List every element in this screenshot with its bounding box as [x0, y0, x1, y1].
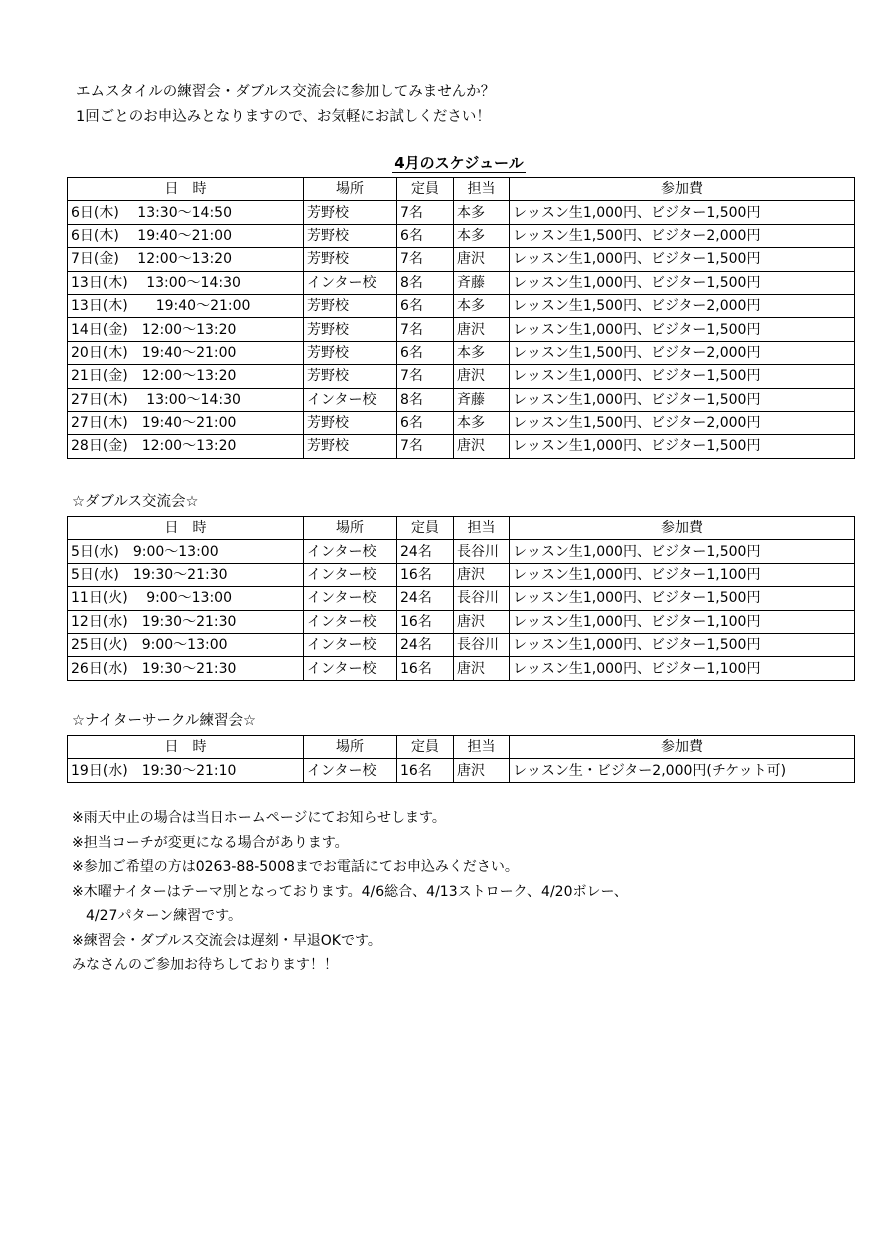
note-line: ※雨天中止の場合は当日ホームページにてお知らせします。 [72, 810, 446, 826]
header-fee: 参加費 [510, 736, 855, 759]
cell-place: インター校 [304, 271, 397, 294]
cell-fee: レッスン生1,500円、ビジター2,000円 [510, 341, 855, 364]
cell-datetime: 7日(金) 12:00～13:20 [68, 248, 304, 271]
cell-fee: レッスン生1,000円、ビジター1,100円 [510, 610, 855, 633]
table-row [68, 294, 855, 317]
notes [72, 806, 628, 978]
cell-capacity: 7名 [397, 248, 454, 271]
cell-staff: 長谷川 [454, 587, 510, 610]
note-line: ※担当コーチが変更になる場合があります。 [72, 834, 349, 851]
table-row [68, 435, 855, 458]
cell-staff: 唐沢 [454, 435, 510, 458]
cell-capacity: 24名 [397, 587, 454, 610]
table-row [68, 540, 855, 563]
cell-datetime: 14日(金) 12:00～13:20 [68, 318, 304, 341]
intro-text [76, 80, 495, 130]
doubles-section-title: ☆ダブルス交流会☆ [72, 494, 199, 510]
cell-capacity: 6名 [397, 341, 454, 364]
cell-datetime: 21日(金) 12:00～13:20 [68, 365, 304, 388]
nighter-schedule-table [67, 735, 855, 783]
cell-fee: レッスン生1,000円、ビジター1,500円 [510, 248, 855, 271]
cell-place: 芳野校 [304, 201, 397, 224]
nighter-section-title: ☆ナイターサークル練習会☆ [72, 713, 257, 729]
table-row [68, 587, 855, 610]
cell-datetime: 20日(木) 19:40～21:00 [68, 341, 304, 364]
cell-staff: 斉藤 [454, 388, 510, 411]
cell-capacity: 16名 [397, 563, 454, 586]
cell-datetime: 26日(水) 19:30～21:30 [68, 657, 304, 680]
cell-datetime: 13日(木) 13:00～14:30 [68, 271, 304, 294]
schedule-title-text: 4月のスケジュール [394, 154, 524, 172]
practice-schedule-table [67, 177, 855, 459]
cell-capacity: 16名 [397, 657, 454, 680]
table-row [68, 759, 855, 782]
header-datetime: 日 時 [68, 178, 304, 201]
note-line: みなさんのご参加お待ちしております！！ [72, 957, 338, 973]
cell-staff: 唐沢 [454, 248, 510, 271]
cell-capacity: 7名 [397, 435, 454, 458]
cell-fee: レッスン生1,000円、ビジター1,100円 [510, 563, 855, 586]
cell-fee: レッスン生1,000円、ビジター1,500円 [510, 633, 855, 656]
cell-datetime: 5日(水) 19:30～21:30 [68, 563, 304, 586]
cell-capacity: 8名 [397, 271, 454, 294]
table-row [68, 341, 855, 364]
cell-staff: 本多 [454, 341, 510, 364]
table-row [68, 248, 855, 271]
header-staff: 担当 [454, 736, 510, 759]
cell-datetime: 11日(火) 9:00～13:00 [68, 587, 304, 610]
table-row [68, 657, 855, 680]
cell-staff: 長谷川 [454, 540, 510, 563]
cell-place: 芳野校 [304, 248, 397, 271]
cell-capacity: 7名 [397, 365, 454, 388]
cell-datetime: 5日(水) 9:00～13:00 [68, 540, 304, 563]
cell-place: 芳野校 [304, 435, 397, 458]
cell-fee: レッスン生1,500円、ビジター2,000円 [510, 411, 855, 434]
header-capacity: 定員 [397, 178, 454, 201]
cell-staff: 長谷川 [454, 633, 510, 656]
cell-datetime: 27日(木) 13:00～14:30 [68, 388, 304, 411]
table-row [68, 411, 855, 434]
cell-fee: レッスン生1,000円、ビジター1,500円 [510, 271, 855, 294]
cell-fee: レッスン生・ビジター2,000円(チケット可) [510, 759, 855, 782]
cell-fee: レッスン生1,500円、ビジター2,000円 [510, 224, 855, 247]
table-row [68, 271, 855, 294]
cell-staff: 斉藤 [454, 271, 510, 294]
table-row [68, 318, 855, 341]
cell-capacity: 6名 [397, 224, 454, 247]
cell-datetime: 25日(火) 9:00～13:00 [68, 633, 304, 656]
cell-place: 芳野校 [304, 294, 397, 317]
cell-place: 芳野校 [304, 318, 397, 341]
cell-staff: 唐沢 [454, 318, 510, 341]
note-line: 4/27パターン練習です。 [72, 908, 243, 924]
header-capacity: 定員 [397, 517, 454, 540]
cell-place: 芳野校 [304, 224, 397, 247]
header-fee: 参加費 [510, 517, 855, 540]
table-row [68, 224, 855, 247]
table-header-row [68, 736, 855, 759]
header-staff: 担当 [454, 178, 510, 201]
header-datetime: 日 時 [68, 736, 304, 759]
cell-place: インター校 [304, 633, 397, 656]
table-row [68, 365, 855, 388]
cell-datetime: 13日(木) 19:40～21:00 [68, 294, 304, 317]
cell-staff: 本多 [454, 294, 510, 317]
table-row [68, 201, 855, 224]
header-place: 場所 [304, 178, 397, 201]
doubles-schedule-table [67, 516, 855, 681]
cell-staff: 唐沢 [454, 610, 510, 633]
cell-staff: 本多 [454, 201, 510, 224]
cell-datetime: 19日(水) 19:30～21:10 [68, 759, 304, 782]
cell-capacity: 24名 [397, 633, 454, 656]
cell-fee: レッスン生1,000円、ビジター1,500円 [510, 201, 855, 224]
cell-capacity: 6名 [397, 294, 454, 317]
cell-fee: レッスン生1,000円、ビジター1,500円 [510, 365, 855, 388]
table-row [68, 563, 855, 586]
header-capacity: 定員 [397, 736, 454, 759]
cell-datetime: 12日(水) 19:30～21:30 [68, 610, 304, 633]
header-place: 場所 [304, 736, 397, 759]
note-line: ※練習会・ダブルス交流会は遅刻・早退OKです。 [72, 932, 382, 949]
table-header-row [68, 178, 855, 201]
cell-place: 芳野校 [304, 411, 397, 434]
cell-staff: 本多 [454, 411, 510, 434]
cell-capacity: 24名 [397, 540, 454, 563]
cell-capacity: 6名 [397, 411, 454, 434]
intro-line: エムスタイルの練習会・ダブルス交流会に参加してみませんか？ [76, 84, 496, 100]
cell-place: インター校 [304, 587, 397, 610]
table-row [68, 633, 855, 656]
cell-fee: レッスン生1,000円、ビジター1,500円 [510, 318, 855, 341]
cell-fee: レッスン生1,000円、ビジター1,500円 [510, 388, 855, 411]
cell-datetime: 28日(金) 12:00～13:20 [68, 435, 304, 458]
header-datetime: 日 時 [68, 517, 304, 540]
cell-fee: レッスン生1,000円、ビジター1,500円 [510, 540, 855, 563]
cell-capacity: 16名 [397, 759, 454, 782]
cell-datetime: 27日(木) 19:40～21:00 [68, 411, 304, 434]
cell-capacity: 16名 [397, 610, 454, 633]
cell-place: インター校 [304, 610, 397, 633]
cell-staff: 唐沢 [454, 563, 510, 586]
cell-place: インター校 [304, 563, 397, 586]
cell-place: インター校 [304, 540, 397, 563]
cell-fee: レッスン生1,000円、ビジター1,500円 [510, 587, 855, 610]
cell-place: インター校 [304, 388, 397, 411]
table-header-row [68, 517, 855, 540]
table-row [68, 610, 855, 633]
cell-fee: レッスン生1,000円、ビジター1,100円 [510, 657, 855, 680]
schedule-title [0, 153, 890, 173]
header-staff: 担当 [454, 517, 510, 540]
cell-staff: 唐沢 [454, 657, 510, 680]
note-line: ※参加ご希望の方は0263-88-5008までお電話にてお申込みください。 [72, 859, 519, 875]
cell-place: インター校 [304, 657, 397, 680]
cell-staff: 本多 [454, 224, 510, 247]
cell-capacity: 7名 [397, 318, 454, 341]
cell-fee: レッスン生1,500円、ビジター2,000円 [510, 294, 855, 317]
header-place: 場所 [304, 517, 397, 540]
cell-capacity: 7名 [397, 201, 454, 224]
cell-datetime: 6日(木) 19:40～21:00 [68, 224, 304, 247]
cell-place: 芳野校 [304, 341, 397, 364]
cell-staff: 唐沢 [454, 759, 510, 782]
table-row [68, 388, 855, 411]
cell-place: インター校 [304, 759, 397, 782]
intro-line: 1回ごとのお申込みとなりますので、お気軽にお試しください！ [76, 109, 491, 125]
cell-place: 芳野校 [304, 365, 397, 388]
header-fee: 参加費 [510, 178, 855, 201]
note-line: ※木曜ナイターはテーマ別となっております。4/6総合、4/13ストローク、4/20ボレー、 [72, 883, 628, 900]
cell-fee: レッスン生1,000円、ビジター1,500円 [510, 435, 855, 458]
cell-staff: 唐沢 [454, 365, 510, 388]
cell-datetime: 6日(木) 13:30～14:50 [68, 201, 304, 224]
cell-capacity: 8名 [397, 388, 454, 411]
